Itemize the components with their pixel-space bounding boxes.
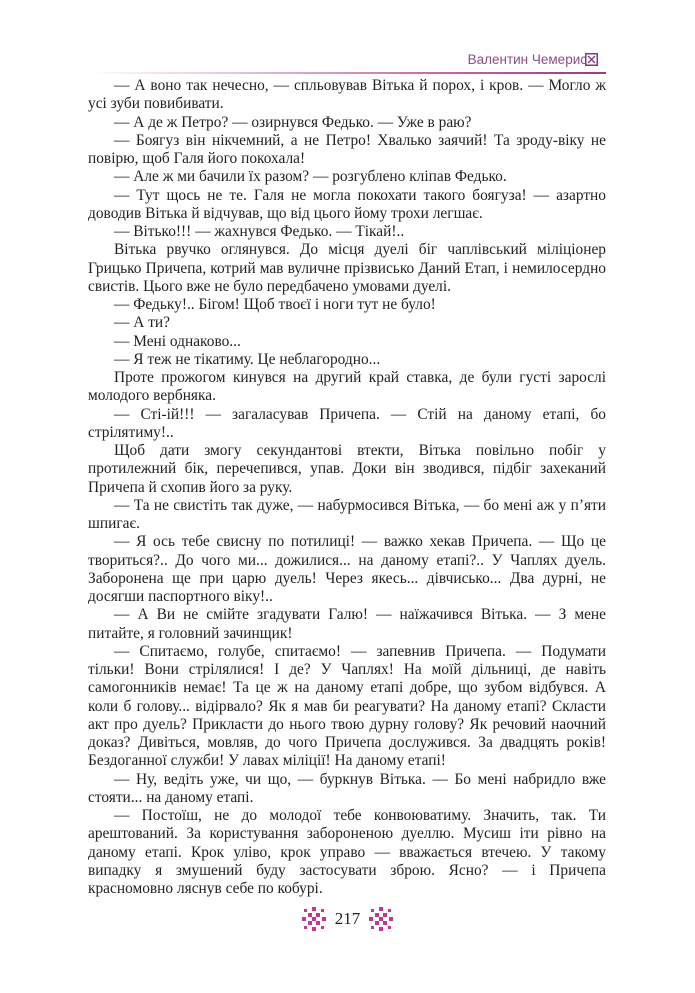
story-text: [88, 77, 606, 898]
paragraph: Вітька рвучко оглянувся. До місця дуелі біг чаплівський міліціонер Грицько Причепа, котрий мав вуличне прізвисько Даний Етап, і немилосердно свистів. Цього вже не було передбачено умовами дуелі.: [88, 241, 606, 295]
paragraph: — Та не свистіть так дуже, — набурмосився Вітька, — бо мені аж у п’яти шпигає.: [88, 496, 606, 532]
running-head-author: Валентин Чемерис: [467, 52, 587, 67]
paragraph: — А Ви не смійте згадувати Галю! — наїжачився Вітька. — З мене питайте, я головний зачинщик!: [88, 606, 606, 642]
paragraph: — Я ось тебе свисну по потилиці! — важко хекав Причепа. — Що це твориться?.. До чого ми... дожилися... на даному етапі?.. У Чаплях дуель. Заборонена ще при царю дуель! Через якесь... дівчисько... Два дурні, не досягши паспортного віку!..: [88, 533, 606, 605]
paragraph: — Федьку!.. Бігом! Щоб твоєї і ноги тут не було!: [114, 296, 436, 313]
embroidery-ornament-icon: [301, 906, 327, 932]
paragraph: — Спитаємо, голубе, спитаємо! — запевнив Причепа. — Подумати тільки! Вони стрілялися! І де? У Чаплях! На моїй дільниці, де навіть самогонників немає! Та це ж на даному етапі добре, що зубом відбувся. А коли б голову... відірвало? Як я мав би реагувати? На даному етапі? Скласти акт про дуель? Прикласти до нього твою дурну голову? Як речовий наочний доказ? Дивіться, мовляв, до чого Причепа дослужився. За двадцять років! Бездоганної служби! У лавах міліції! На даному етапі!: [88, 642, 606, 770]
paragraph: — Тут щось не те. Галя не могла покохати такого боягуза! — азартно доводив Вітька й відчував, що від цього йому трохи легшає.: [88, 186, 606, 222]
paragraph: — А де ж Петро? — озирнувся Федько. — Уже в раю?: [114, 113, 472, 131]
paragraph: — Сті-ій!!! — загаласував Причепа. — Стій на даному етапі, бо стрілятиму!..: [88, 405, 606, 441]
paragraph: — Мені однаково...: [114, 332, 241, 350]
paragraph: — А ти?: [114, 314, 170, 332]
paragraph: — Ну, ведіть уже, чи що, — буркнув Вітька. — Бо мені набридло вже стояти... на даному етапі.: [88, 770, 606, 806]
paragraph: — А воно так нечесно, — спльовував Вітька й порох, і кров. — Могло ж усі зуби повибивати.: [88, 77, 606, 113]
paragraph: — Я теж не тікатиму. Це неблагородно...: [114, 350, 381, 368]
header-rule: [88, 72, 606, 74]
embroidery-square-icon: [585, 53, 598, 66]
paragraph: — Боягуз він нікчемний, а не Петро! Хвалько заячий! Та зроду-віку не повірю, щоб Галя його покохала!: [88, 131, 606, 167]
paragraph: — Вітько!!! — жахнувся Федько. — Тікай!..: [114, 223, 405, 240]
paragraph: — Але ж ми бачили їх разом? — розгублено кліпав Федько.: [114, 168, 507, 186]
page-number: 217: [334, 909, 361, 928]
page-footer: [0, 904, 695, 934]
paragraph: Проте прожогом кинувся на другий край ставка, де були густі зарослі молодого вербняка.: [88, 369, 606, 405]
paragraph: Щоб дати змогу секундантові втекти, Вітька повільно побіг у протилежний бік, перечепився, упав. Доки він зводився, підбіг захеканий Причепа й схопив його за руку.: [88, 442, 606, 496]
embroidery-ornament-icon: [368, 906, 394, 932]
page-header: [0, 48, 695, 78]
paragraph: — Постоїш, не до молодої тебе конвоюватиму. Значить, так. Ти арештований. За користування забороненою дуеллю. Мусиш іти рівно на даному етапі. Крок уліво, крок управо — вважається втечею. У такому випадку я змушений буду застосувати зброю. Ясно? — і Причепа красномовно ляснув себе по кобурі.: [88, 807, 606, 897]
